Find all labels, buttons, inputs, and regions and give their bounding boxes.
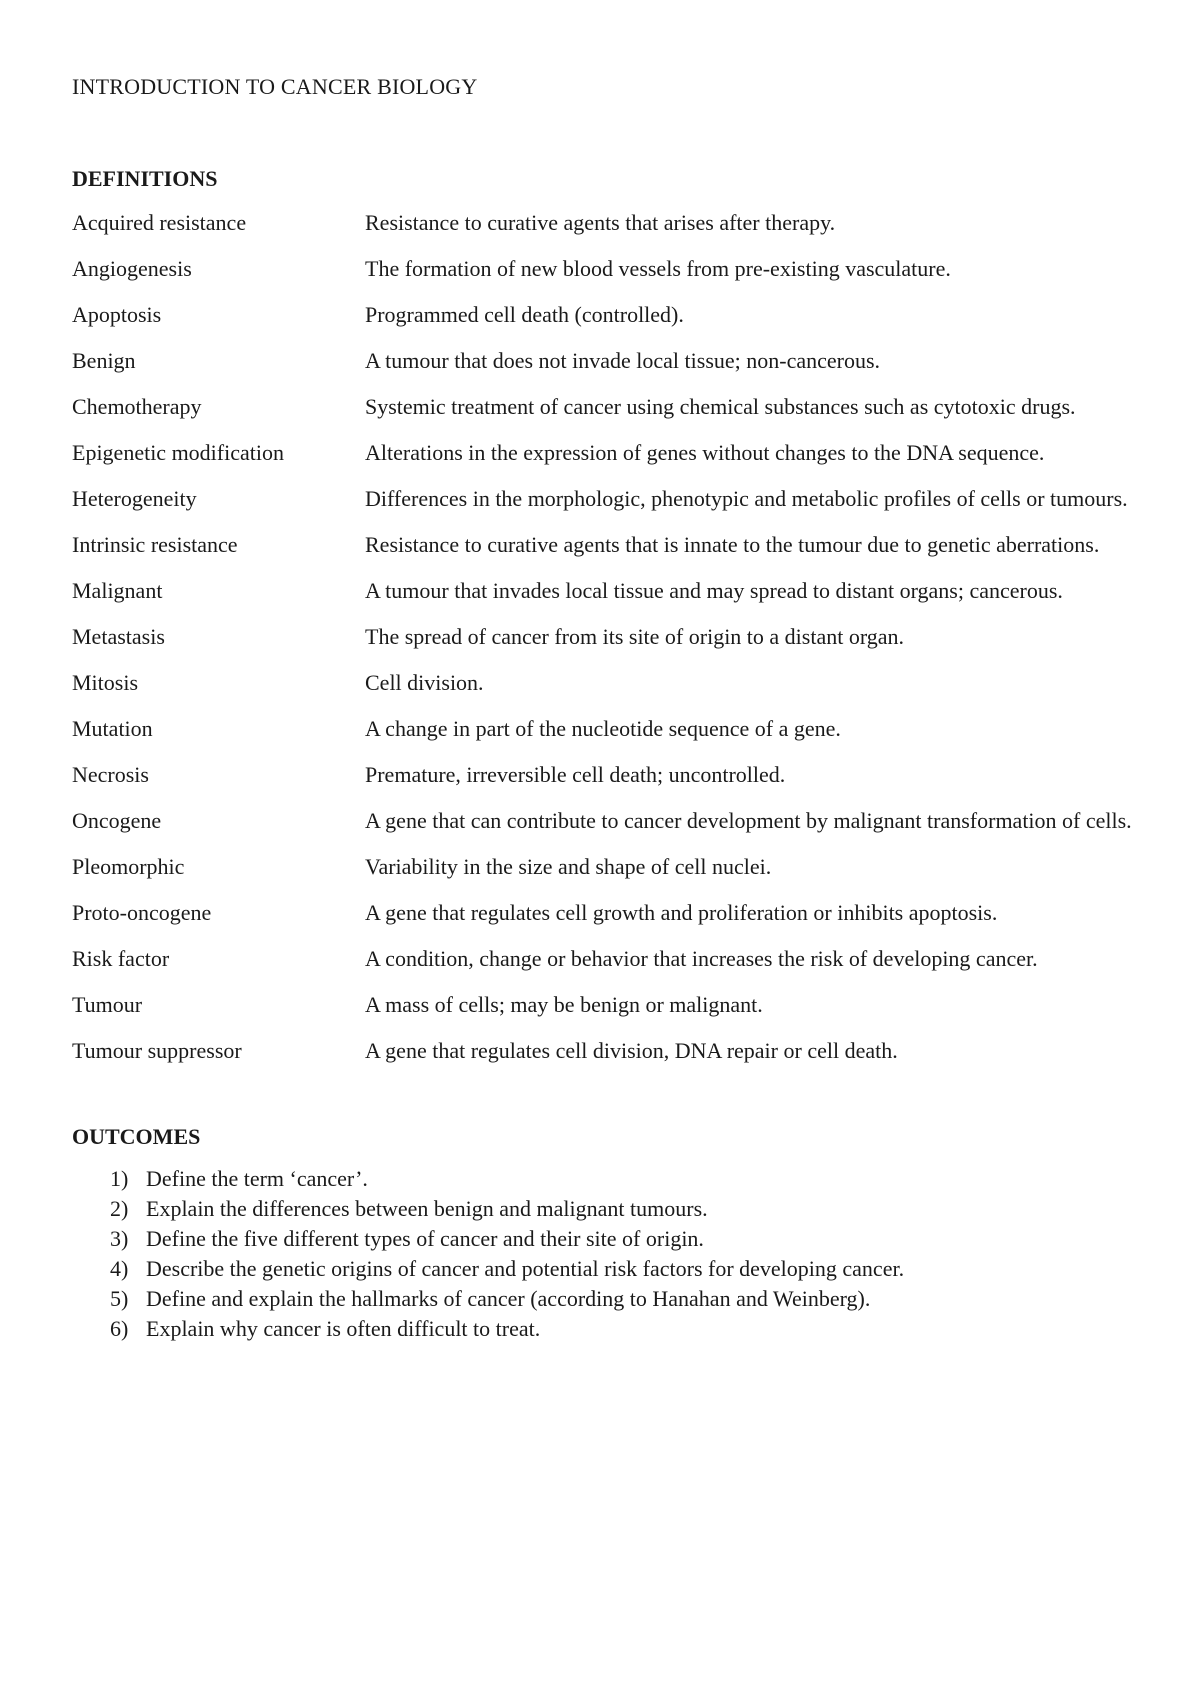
outcome-item	[110, 1284, 1132, 1314]
outcome-item	[110, 1314, 1132, 1344]
definition-row	[72, 806, 1132, 836]
outcome-number: 3)	[110, 1226, 129, 1251]
definition-term: Mitosis	[72, 670, 139, 695]
outcome-number: 1)	[110, 1166, 129, 1191]
definition-row	[72, 530, 1132, 560]
definition-text: Systemic treatment of cancer using chemical substances such as cytotoxic drugs.	[365, 394, 1076, 419]
definitions-list	[72, 208, 1132, 1066]
definition-row	[72, 622, 1132, 652]
outcome-text: Explain why cancer is often difficult to treat.	[146, 1316, 541, 1341]
outcome-item	[110, 1164, 1132, 1194]
definition-row	[72, 392, 1132, 422]
definition-row	[72, 714, 1132, 744]
definition-text: The spread of cancer from its site of origin to a distant organ.	[365, 624, 905, 649]
outcome-item	[110, 1254, 1132, 1284]
definition-row	[72, 990, 1132, 1020]
definition-text: A mass of cells; may be benign or malignant.	[365, 992, 763, 1017]
definition-row	[72, 944, 1132, 974]
definition-row	[72, 484, 1132, 514]
definition-term: Proto-oncogene	[72, 900, 212, 925]
definition-text: A gene that regulates cell division, DNA repair or cell death.	[365, 1038, 898, 1063]
definition-term: Apoptosis	[72, 302, 162, 327]
definition-text: Premature, irreversible cell death; uncontrolled.	[365, 762, 786, 787]
outcome-number: 5)	[110, 1286, 129, 1311]
definition-text: Resistance to curative agents that is innate to the tumour due to genetic aberrations.	[365, 532, 1100, 557]
outcome-item	[110, 1194, 1132, 1224]
outcome-number: 2)	[110, 1196, 129, 1221]
definition-term: Tumour suppressor	[72, 1038, 242, 1063]
definition-term: Angiogenesis	[72, 256, 192, 281]
definition-term: Mutation	[72, 716, 153, 741]
document-title: INTRODUCTION TO CANCER BIOLOGY	[72, 74, 478, 99]
definition-row	[72, 300, 1132, 330]
definition-row	[72, 254, 1132, 284]
definition-term: Intrinsic resistance	[72, 532, 238, 557]
document-page	[72, 72, 1132, 1344]
outcome-number: 4)	[110, 1256, 129, 1281]
definitions-heading: DEFINITIONS	[72, 166, 218, 191]
definition-term: Necrosis	[72, 762, 149, 787]
definition-text: A change in part of the nucleotide sequence of a gene.	[365, 716, 841, 741]
outcome-text: Define and explain the hallmarks of cancer (according to Hanahan and Weinberg).	[146, 1286, 871, 1311]
definition-term: Epigenetic modification	[72, 440, 284, 465]
definition-text: Cell division.	[365, 670, 484, 695]
definition-text: Programmed cell death (controlled).	[365, 302, 684, 327]
definition-term: Pleomorphic	[72, 854, 185, 879]
definition-text: Resistance to curative agents that arises after therapy.	[365, 210, 836, 235]
outcomes-list	[72, 1164, 1132, 1344]
definition-text: Differences in the morphologic, phenotypic and metabolic profiles of cells or tumours.	[365, 486, 1128, 511]
definition-text: A tumour that invades local tissue and may spread to distant organs; cancerous.	[365, 578, 1063, 603]
definition-row	[72, 346, 1132, 376]
definition-term: Acquired resistance	[72, 210, 247, 235]
outcome-number: 6)	[110, 1316, 129, 1341]
definition-text: A gene that can contribute to cancer development by malignant transformation of cells.	[365, 808, 1132, 833]
definition-term: Risk factor	[72, 946, 170, 971]
outcome-text: Define the term ‘cancer’.	[146, 1166, 368, 1191]
definition-text: A tumour that does not invade local tissue; non-cancerous.	[365, 348, 881, 373]
outcome-text: Describe the genetic origins of cancer and potential risk factors for developing cancer.	[146, 1256, 905, 1281]
definition-term: Malignant	[72, 578, 163, 603]
definition-term: Heterogeneity	[72, 486, 197, 511]
definition-row	[72, 668, 1132, 698]
definition-row	[72, 208, 1132, 238]
definition-text: Alterations in the expression of genes without changes to the DNA sequence.	[365, 440, 1045, 465]
definition-row	[72, 438, 1132, 468]
definition-term: Benign	[72, 348, 136, 373]
definition-row	[72, 1036, 1132, 1066]
definition-text: A condition, change or behavior that increases the risk of developing cancer.	[365, 946, 1038, 971]
definition-term: Chemotherapy	[72, 394, 202, 419]
definition-row	[72, 576, 1132, 606]
definition-row	[72, 852, 1132, 882]
outcomes-heading: OUTCOMES	[72, 1124, 201, 1149]
outcome-text: Define the five different types of cancer and their site of origin.	[146, 1226, 704, 1251]
definition-term: Metastasis	[72, 624, 165, 649]
definition-text: Variability in the size and shape of cell nuclei.	[365, 854, 772, 879]
definition-term: Tumour	[72, 992, 143, 1017]
definition-row	[72, 760, 1132, 790]
definition-row	[72, 898, 1132, 928]
definition-text: A gene that regulates cell growth and proliferation or inhibits apoptosis.	[365, 900, 998, 925]
outcome-item	[110, 1224, 1132, 1254]
outcome-text: Explain the differences between benign and malignant tumours.	[146, 1196, 708, 1221]
definition-term: Oncogene	[72, 808, 162, 833]
definition-text: The formation of new blood vessels from pre-existing vasculature.	[365, 256, 951, 281]
